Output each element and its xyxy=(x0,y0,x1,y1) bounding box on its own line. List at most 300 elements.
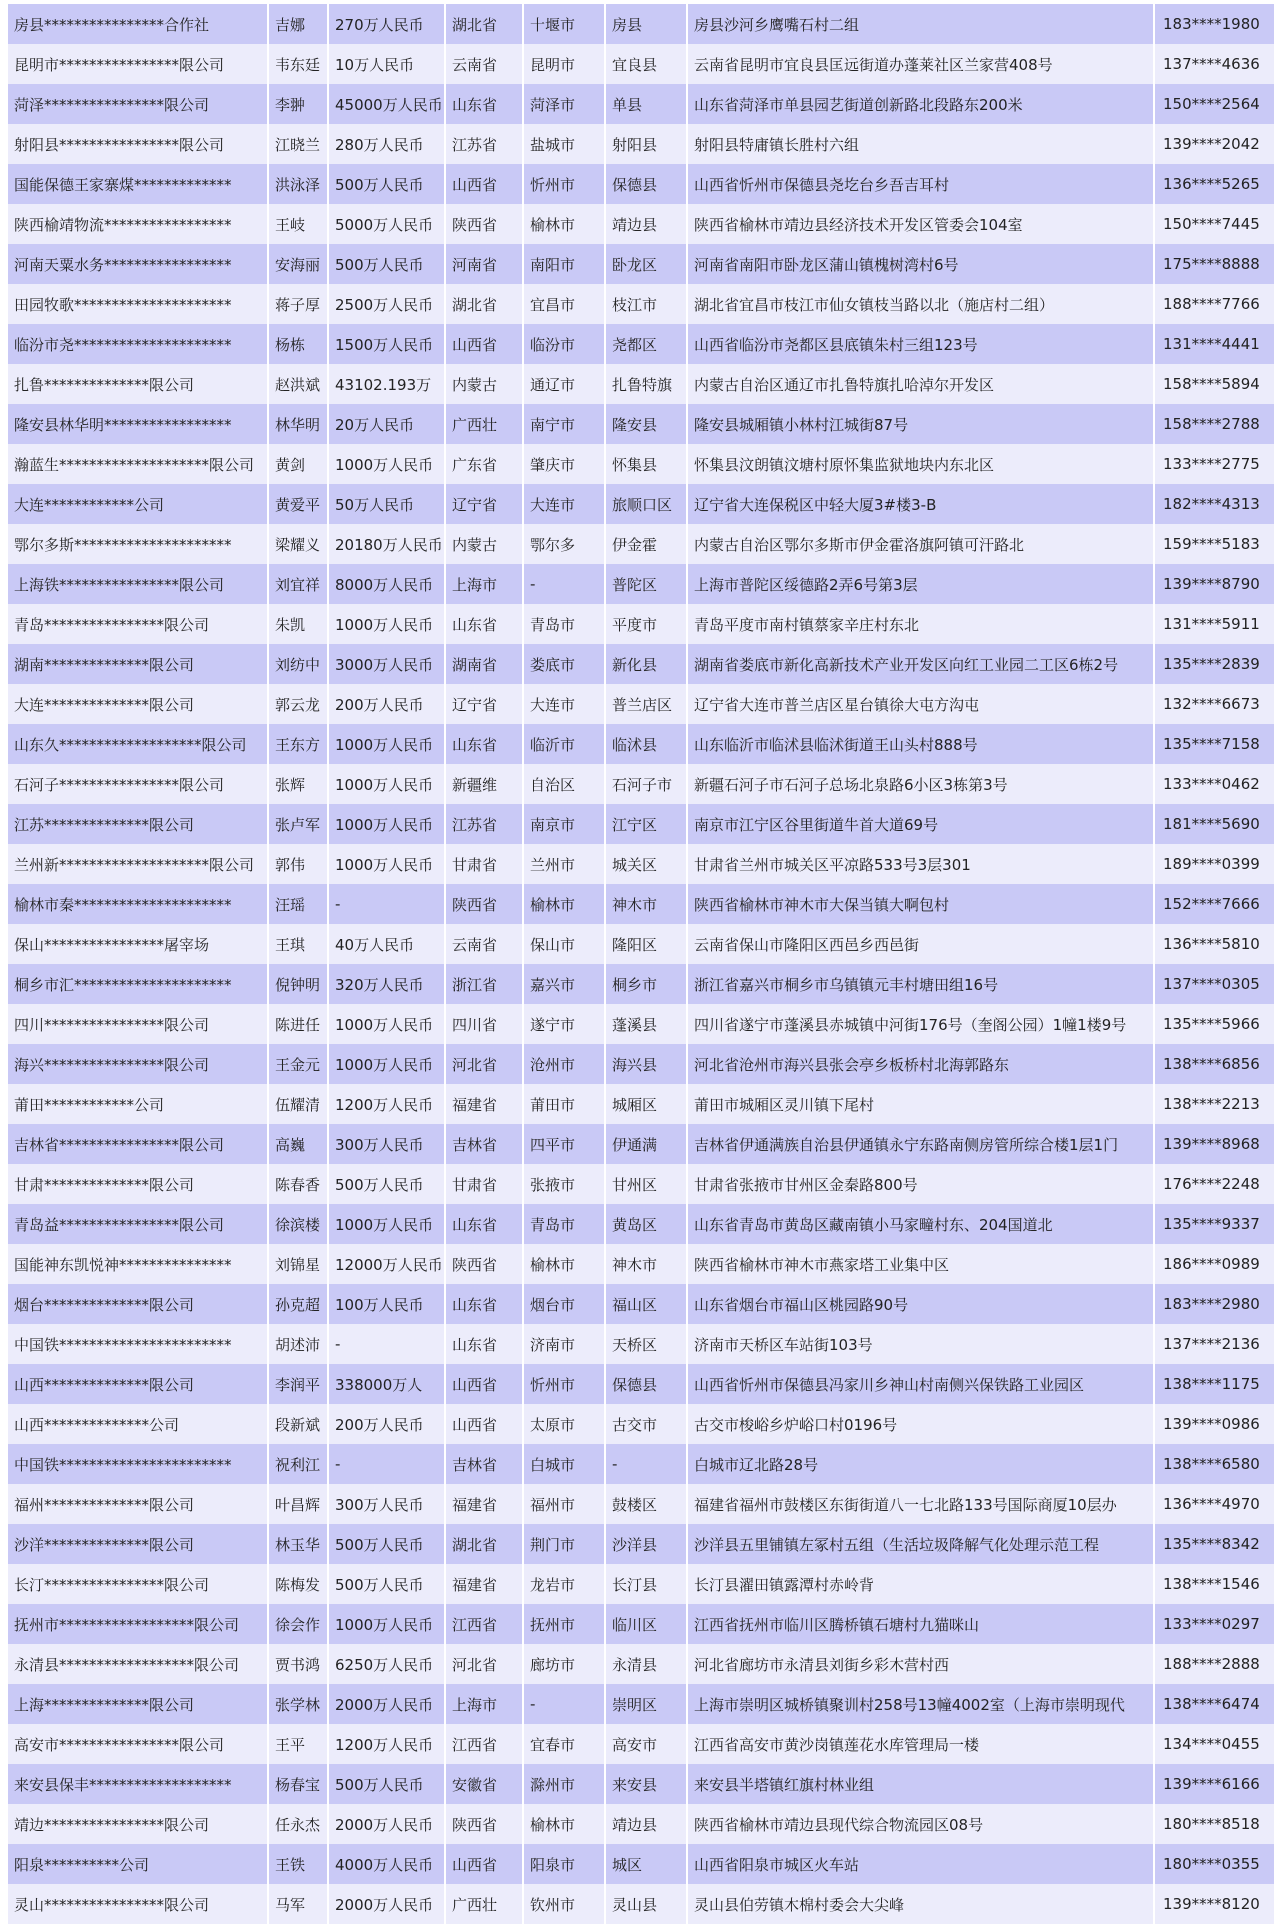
table-row xyxy=(8,1324,1274,1364)
legal-rep-cell: 李润平 xyxy=(269,1364,327,1404)
province-cell: 广西壮 xyxy=(446,1884,522,1924)
district-cell: 神木市 xyxy=(606,884,686,924)
company-name-cell: 靖边****************限公司 xyxy=(8,1804,267,1844)
registered-capital-cell: 1000万人民币 xyxy=(329,764,444,804)
address-cell: 河南省南阳市卧龙区蒲山镇槐树湾村6号 xyxy=(688,244,1153,284)
table-row xyxy=(8,1484,1274,1524)
table-row xyxy=(8,524,1274,564)
city-cell: 荆门市 xyxy=(524,1524,604,1564)
company-name-cell: 青岛益****************限公司 xyxy=(8,1204,267,1244)
company-name-cell: 烟台**************限公司 xyxy=(8,1284,267,1324)
address-cell: 辽宁省大连市普兰店区星台镇徐大屯方沟屯 xyxy=(688,684,1153,724)
address-cell: 古交市梭峪乡炉峪口村0196号 xyxy=(688,1404,1153,1444)
company-name-cell: 房县****************合作社 xyxy=(8,4,267,44)
address-cell: 湖北省宜昌市枝江市仙女镇枝当路以北（施店村二组） xyxy=(688,284,1153,324)
company-name-cell: 山东久*******************限公司 xyxy=(8,724,267,764)
province-cell: 湖北省 xyxy=(446,1524,522,1564)
phone-cell: 150****7445 xyxy=(1155,204,1274,244)
district-cell: 临沭县 xyxy=(606,724,686,764)
legal-rep-cell: 段新斌 xyxy=(269,1404,327,1444)
district-cell: 沙洋县 xyxy=(606,1524,686,1564)
address-cell: 山东省烟台市福山区桃园路90号 xyxy=(688,1284,1153,1324)
table-row xyxy=(8,1004,1274,1044)
company-name-cell: 永清县******************限公司 xyxy=(8,1644,267,1684)
district-cell: 平度市 xyxy=(606,604,686,644)
registered-capital-cell: 2500万人民币 xyxy=(329,284,444,324)
company-name-cell: 陕西榆靖物流***************** xyxy=(8,204,267,244)
registered-capital-cell: 43102.193万 xyxy=(329,364,444,404)
registered-capital-cell: 4000万人民币 xyxy=(329,1844,444,1884)
address-cell: 浙江省嘉兴市桐乡市乌镇镇元丰村塘田组16号 xyxy=(688,964,1153,1004)
address-cell: 云南省昆明市宜良县匡远街道办蓬莱社区兰家营408号 xyxy=(688,44,1153,84)
phone-cell: 135****8342 xyxy=(1155,1524,1274,1564)
district-cell: 高安市 xyxy=(606,1724,686,1764)
legal-rep-cell: 马军 xyxy=(269,1884,327,1924)
registered-capital-cell: 500万人民币 xyxy=(329,1524,444,1564)
phone-cell: 138****6580 xyxy=(1155,1444,1274,1484)
table-row xyxy=(8,964,1274,1004)
company-name-cell: 中国铁*********************** xyxy=(8,1444,267,1484)
district-cell: 伊通满 xyxy=(606,1124,686,1164)
district-cell: 海兴县 xyxy=(606,1044,686,1084)
district-cell: - xyxy=(606,1444,686,1484)
registered-capital-cell: 280万人民币 xyxy=(329,124,444,164)
table-row xyxy=(8,764,1274,804)
phone-cell: 139****8790 xyxy=(1155,564,1274,604)
address-cell: 内蒙古自治区通辽市扎鲁特旗扎哈淖尔开发区 xyxy=(688,364,1153,404)
phone-cell: 137****2136 xyxy=(1155,1324,1274,1364)
registered-capital-cell: 338000万人 xyxy=(329,1364,444,1404)
phone-cell: 139****6166 xyxy=(1155,1764,1274,1804)
registered-capital-cell: 45000万人民币 xyxy=(329,84,444,124)
province-cell: 山西省 xyxy=(446,164,522,204)
registered-capital-cell: 6250万人民币 xyxy=(329,1644,444,1684)
registered-capital-cell: 500万人民币 xyxy=(329,1564,444,1604)
address-cell: 甘肃省张掖市甘州区金秦路800号 xyxy=(688,1164,1153,1204)
company-name-cell: 湖南**************限公司 xyxy=(8,644,267,684)
legal-rep-cell: 胡述沛 xyxy=(269,1324,327,1364)
city-cell: 阳泉市 xyxy=(524,1844,604,1884)
address-cell: 江西省高安市黄沙岗镇莲花水库管理局一楼 xyxy=(688,1724,1153,1764)
address-cell: 陕西省榆林市靖边县现代综合物流园区08号 xyxy=(688,1804,1153,1844)
table-row xyxy=(8,1604,1274,1644)
company-name-cell: 榆林市秦********************* xyxy=(8,884,267,924)
province-cell: 江苏省 xyxy=(446,124,522,164)
city-cell: 大连市 xyxy=(524,484,604,524)
legal-rep-cell: 孙克超 xyxy=(269,1284,327,1324)
address-cell: 陕西省榆林市神木市燕家塔工业集中区 xyxy=(688,1244,1153,1284)
table-row xyxy=(8,1804,1274,1844)
province-cell: 山东省 xyxy=(446,1204,522,1244)
city-cell: 通辽市 xyxy=(524,364,604,404)
district-cell: 隆安县 xyxy=(606,404,686,444)
table-row xyxy=(8,884,1274,924)
registered-capital-cell: 1200万人民币 xyxy=(329,1724,444,1764)
province-cell: 上海市 xyxy=(446,1684,522,1724)
legal-rep-cell: 林玉华 xyxy=(269,1524,327,1564)
legal-rep-cell: 安海丽 xyxy=(269,244,327,284)
company-name-cell: 石河子****************限公司 xyxy=(8,764,267,804)
table-row xyxy=(8,684,1274,724)
company-name-cell: 河南天粟水务***************** xyxy=(8,244,267,284)
table-row xyxy=(8,1084,1274,1124)
company-name-cell: 田园牧歌********************* xyxy=(8,284,267,324)
company-name-cell: 高安市****************限公司 xyxy=(8,1724,267,1764)
city-cell: 张掖市 xyxy=(524,1164,604,1204)
district-cell: 旅顺口区 xyxy=(606,484,686,524)
legal-rep-cell: 伍耀清 xyxy=(269,1084,327,1124)
phone-cell: 139****2042 xyxy=(1155,124,1274,164)
city-cell: 菏泽市 xyxy=(524,84,604,124)
company-name-cell: 瀚蓝生********************限公司 xyxy=(8,444,267,484)
legal-rep-cell: 张学林 xyxy=(269,1684,327,1724)
city-cell: 莆田市 xyxy=(524,1084,604,1124)
address-cell: 灵山县伯劳镇木棉村委会大尖峰 xyxy=(688,1884,1153,1924)
district-cell: 临川区 xyxy=(606,1604,686,1644)
registered-capital-cell: 1000万人民币 xyxy=(329,804,444,844)
table-row xyxy=(8,1124,1274,1164)
company-name-cell: 长汀****************限公司 xyxy=(8,1564,267,1604)
legal-rep-cell: 梁耀义 xyxy=(269,524,327,564)
address-cell: 江西省抚州市临川区腾桥镇石塘村九猫咪山 xyxy=(688,1604,1153,1644)
table-row xyxy=(8,404,1274,444)
district-cell: 普陀区 xyxy=(606,564,686,604)
phone-cell: 188****7766 xyxy=(1155,284,1274,324)
legal-rep-cell: 吉娜 xyxy=(269,4,327,44)
legal-rep-cell: 刘锦星 xyxy=(269,1244,327,1284)
province-cell: 山东省 xyxy=(446,604,522,644)
city-cell: 太原市 xyxy=(524,1404,604,1444)
table-row xyxy=(8,1164,1274,1204)
city-cell: - xyxy=(524,564,604,604)
legal-rep-cell: 陈梅发 xyxy=(269,1564,327,1604)
address-cell: 山西省忻州市保德县尧圪台乡吾吉耳村 xyxy=(688,164,1153,204)
table-row xyxy=(8,564,1274,604)
table-row xyxy=(8,1844,1274,1884)
table-row xyxy=(8,1884,1274,1924)
legal-rep-cell: 张卢军 xyxy=(269,804,327,844)
table-row xyxy=(8,244,1274,284)
table-row xyxy=(8,644,1274,684)
legal-rep-cell: 祝利江 xyxy=(269,1444,327,1484)
table-row xyxy=(8,484,1274,524)
registered-capital-cell: 50万人民币 xyxy=(329,484,444,524)
registered-capital-cell: - xyxy=(329,884,444,924)
district-cell: 怀集县 xyxy=(606,444,686,484)
address-cell: 山西省阳泉市城区火车站 xyxy=(688,1844,1153,1884)
table-body xyxy=(8,4,1274,1924)
registered-capital-cell: 1000万人民币 xyxy=(329,844,444,884)
district-cell: 单县 xyxy=(606,84,686,124)
phone-cell: 139****8968 xyxy=(1155,1124,1274,1164)
registered-capital-cell: 500万人民币 xyxy=(329,1164,444,1204)
province-cell: 福建省 xyxy=(446,1484,522,1524)
province-cell: 山东省 xyxy=(446,1284,522,1324)
table-row xyxy=(8,1244,1274,1284)
registered-capital-cell: 10万人民币 xyxy=(329,44,444,84)
phone-cell: 133****0462 xyxy=(1155,764,1274,804)
address-cell: 房县沙河乡鹰嘴石村二组 xyxy=(688,4,1153,44)
registered-capital-cell: 200万人民币 xyxy=(329,1404,444,1444)
table-row xyxy=(8,364,1274,404)
district-cell: 保德县 xyxy=(606,1364,686,1404)
province-cell: 河南省 xyxy=(446,244,522,284)
district-cell: 新化县 xyxy=(606,644,686,684)
address-cell: 云南省保山市隆阳区西邑乡西邑街 xyxy=(688,924,1153,964)
phone-cell: 139****0986 xyxy=(1155,1404,1274,1444)
city-cell: 宜春市 xyxy=(524,1724,604,1764)
province-cell: 江西省 xyxy=(446,1724,522,1764)
address-cell: 上海市普陀区绥德路2弄6号第3层 xyxy=(688,564,1153,604)
company-name-cell: 福州**************限公司 xyxy=(8,1484,267,1524)
city-cell: 大连市 xyxy=(524,684,604,724)
address-cell: 内蒙古自治区鄂尔多斯市伊金霍洛旗阿镇可汗路北 xyxy=(688,524,1153,564)
city-cell: 兰州市 xyxy=(524,844,604,884)
legal-rep-cell: 朱凯 xyxy=(269,604,327,644)
address-cell: 来安县半塔镇红旗村林业组 xyxy=(688,1764,1153,1804)
table-row xyxy=(8,1364,1274,1404)
table-row xyxy=(8,1764,1274,1804)
legal-rep-cell: 林华明 xyxy=(269,404,327,444)
district-cell: 城区 xyxy=(606,1844,686,1884)
company-name-cell: 抚州市******************限公司 xyxy=(8,1604,267,1644)
city-cell: 自治区 xyxy=(524,764,604,804)
province-cell: 山东省 xyxy=(446,1324,522,1364)
phone-cell: 135****2839 xyxy=(1155,644,1274,684)
company-name-cell: 临汾市尧********************* xyxy=(8,324,267,364)
company-name-cell: 四川****************限公司 xyxy=(8,1004,267,1044)
registered-capital-cell: 2000万人民币 xyxy=(329,1884,444,1924)
address-cell: 湖南省娄底市新化高新技术产业开发区向红工业园二工区6栋2号 xyxy=(688,644,1153,684)
legal-rep-cell: 任永杰 xyxy=(269,1804,327,1844)
address-cell: 山东省菏泽市单县园艺街道创新路北段路东200米 xyxy=(688,84,1153,124)
district-cell: 来安县 xyxy=(606,1764,686,1804)
registered-capital-cell: 20180万人民币 xyxy=(329,524,444,564)
table-row xyxy=(8,1524,1274,1564)
city-cell: 鄂尔多 xyxy=(524,524,604,564)
legal-rep-cell: 蒋子厚 xyxy=(269,284,327,324)
legal-rep-cell: 赵洪斌 xyxy=(269,364,327,404)
province-cell: 河北省 xyxy=(446,1044,522,1084)
district-cell: 神木市 xyxy=(606,1244,686,1284)
city-cell: 抚州市 xyxy=(524,1604,604,1644)
district-cell: 鼓楼区 xyxy=(606,1484,686,1524)
district-cell: 射阳县 xyxy=(606,124,686,164)
legal-rep-cell: 王平 xyxy=(269,1724,327,1764)
table-row xyxy=(8,1404,1274,1444)
city-cell: - xyxy=(524,1684,604,1724)
province-cell: 内蒙古 xyxy=(446,364,522,404)
company-name-cell: 大连************公司 xyxy=(8,484,267,524)
legal-rep-cell: 张辉 xyxy=(269,764,327,804)
legal-rep-cell: 汪瑶 xyxy=(269,884,327,924)
address-cell: 山东省青岛市黄岛区藏南镇小马家疃村东、204国道北 xyxy=(688,1204,1153,1244)
legal-rep-cell: 杨栋 xyxy=(269,324,327,364)
company-name-cell: 吉林省****************限公司 xyxy=(8,1124,267,1164)
phone-cell: 138****2213 xyxy=(1155,1084,1274,1124)
company-name-cell: 上海**************限公司 xyxy=(8,1684,267,1724)
city-cell: 盐城市 xyxy=(524,124,604,164)
city-cell: 嘉兴市 xyxy=(524,964,604,1004)
company-name-cell: 灵山****************限公司 xyxy=(8,1884,267,1924)
company-name-cell: 大连**************限公司 xyxy=(8,684,267,724)
phone-cell: 188****2888 xyxy=(1155,1644,1274,1684)
province-cell: 辽宁省 xyxy=(446,684,522,724)
company-name-cell: 国能神东凯悦神*************** xyxy=(8,1244,267,1284)
phone-cell: 180****0355 xyxy=(1155,1844,1274,1884)
table-row xyxy=(8,1724,1274,1764)
province-cell: 山东省 xyxy=(446,84,522,124)
registered-capital-cell: 2000万人民币 xyxy=(329,1684,444,1724)
province-cell: 陕西省 xyxy=(446,884,522,924)
registered-capital-cell: 1000万人民币 xyxy=(329,1044,444,1084)
district-cell: 普兰店区 xyxy=(606,684,686,724)
registered-capital-cell: 300万人民币 xyxy=(329,1124,444,1164)
registered-capital-cell: 8000万人民币 xyxy=(329,564,444,604)
registered-capital-cell: - xyxy=(329,1324,444,1364)
registered-capital-cell: - xyxy=(329,1444,444,1484)
company-name-cell: 扎鲁**************限公司 xyxy=(8,364,267,404)
address-cell: 辽宁省大连保税区中轻大厦3#楼3-B xyxy=(688,484,1153,524)
registered-capital-cell: 40万人民币 xyxy=(329,924,444,964)
phone-cell: 131****4441 xyxy=(1155,324,1274,364)
legal-rep-cell: 叶昌辉 xyxy=(269,1484,327,1524)
phone-cell: 136****5810 xyxy=(1155,924,1274,964)
phone-cell: 133****0297 xyxy=(1155,1604,1274,1644)
company-name-cell: 上海铁****************限公司 xyxy=(8,564,267,604)
district-cell: 福山区 xyxy=(606,1284,686,1324)
table-row xyxy=(8,1204,1274,1244)
city-cell: 娄底市 xyxy=(524,644,604,684)
company-name-cell: 青岛****************限公司 xyxy=(8,604,267,644)
phone-cell: 138****6856 xyxy=(1155,1044,1274,1084)
phone-cell: 138****1175 xyxy=(1155,1364,1274,1404)
city-cell: 南京市 xyxy=(524,804,604,844)
legal-rep-cell: 王琪 xyxy=(269,924,327,964)
district-cell: 枝江市 xyxy=(606,284,686,324)
legal-rep-cell: 贾书鸿 xyxy=(269,1644,327,1684)
province-cell: 江苏省 xyxy=(446,804,522,844)
province-cell: 福建省 xyxy=(446,1084,522,1124)
province-cell: 上海市 xyxy=(446,564,522,604)
table-row xyxy=(8,924,1274,964)
registered-capital-cell: 1000万人民币 xyxy=(329,1204,444,1244)
address-cell: 怀集县汶朗镇汶塘村原怀集监狱地块内东北区 xyxy=(688,444,1153,484)
district-cell: 长汀县 xyxy=(606,1564,686,1604)
province-cell: 内蒙古 xyxy=(446,524,522,564)
district-cell: 保德县 xyxy=(606,164,686,204)
district-cell: 宜良县 xyxy=(606,44,686,84)
company-name-cell: 昆明市****************限公司 xyxy=(8,44,267,84)
province-cell: 浙江省 xyxy=(446,964,522,1004)
phone-cell: 134****0455 xyxy=(1155,1724,1274,1764)
address-cell: 山西省忻州市保德县冯家川乡神山村南侧兴保铁路工业园区 xyxy=(688,1364,1153,1404)
phone-cell: 150****2564 xyxy=(1155,84,1274,124)
address-cell: 吉林省伊通满族自治县伊通镇永宁东路南侧房管所综合楼1层1门 xyxy=(688,1124,1153,1164)
district-cell: 甘州区 xyxy=(606,1164,686,1204)
company-name-cell: 兰州新********************限公司 xyxy=(8,844,267,884)
city-cell: 南阳市 xyxy=(524,244,604,284)
registered-capital-cell: 1000万人民币 xyxy=(329,1604,444,1644)
registered-capital-cell: 20万人民币 xyxy=(329,404,444,444)
company-name-cell: 中国铁*********************** xyxy=(8,1324,267,1364)
city-cell: 忻州市 xyxy=(524,164,604,204)
city-cell: 沧州市 xyxy=(524,1044,604,1084)
province-cell: 陕西省 xyxy=(446,1804,522,1844)
legal-rep-cell: 徐滨楼 xyxy=(269,1204,327,1244)
address-cell: 河北省沧州市海兴县张会亭乡板桥村北海郭路东 xyxy=(688,1044,1153,1084)
city-cell: 青岛市 xyxy=(524,1204,604,1244)
phone-cell: 136****5265 xyxy=(1155,164,1274,204)
legal-rep-cell: 陈进任 xyxy=(269,1004,327,1044)
company-name-cell: 山西**************限公司 xyxy=(8,1364,267,1404)
city-cell: 四平市 xyxy=(524,1124,604,1164)
legal-rep-cell: 郭伟 xyxy=(269,844,327,884)
table-row xyxy=(8,724,1274,764)
address-cell: 青岛平度市南村镇蔡家辛庄村东北 xyxy=(688,604,1153,644)
phone-cell: 158****2788 xyxy=(1155,404,1274,444)
phone-cell: 131****5911 xyxy=(1155,604,1274,644)
city-cell: 临沂市 xyxy=(524,724,604,764)
district-cell: 城厢区 xyxy=(606,1084,686,1124)
province-cell: 山西省 xyxy=(446,324,522,364)
phone-cell: 138****6474 xyxy=(1155,1684,1274,1724)
phone-cell: 135****5966 xyxy=(1155,1004,1274,1044)
phone-cell: 137****0305 xyxy=(1155,964,1274,1004)
district-cell: 蓬溪县 xyxy=(606,1004,686,1044)
registered-capital-cell: 1000万人民币 xyxy=(329,724,444,764)
table-row xyxy=(8,4,1274,44)
phone-cell: 136****4970 xyxy=(1155,1484,1274,1524)
registered-capital-cell: 3000万人民币 xyxy=(329,644,444,684)
table-row xyxy=(8,164,1274,204)
phone-cell: 186****0989 xyxy=(1155,1244,1274,1284)
table-row xyxy=(8,44,1274,84)
table-row xyxy=(8,284,1274,324)
phone-cell: 158****5894 xyxy=(1155,364,1274,404)
phone-cell: 176****2248 xyxy=(1155,1164,1274,1204)
city-cell: 十堰市 xyxy=(524,4,604,44)
address-cell: 甘肃省兰州市城关区平凉路533号3层301 xyxy=(688,844,1153,884)
province-cell: 山西省 xyxy=(446,1364,522,1404)
legal-rep-cell: 郭云龙 xyxy=(269,684,327,724)
legal-rep-cell: 江晓兰 xyxy=(269,124,327,164)
company-name-cell: 保山****************屠宰场 xyxy=(8,924,267,964)
address-cell: 四川省遂宁市蓬溪县赤城镇中河街176号（奎阁公园）1幢1楼9号 xyxy=(688,1004,1153,1044)
address-cell: 长汀县濯田镇露潭村赤岭背 xyxy=(688,1564,1153,1604)
city-cell: 忻州市 xyxy=(524,1364,604,1404)
phone-cell: 182****4313 xyxy=(1155,484,1274,524)
legal-rep-cell: 杨春宝 xyxy=(269,1764,327,1804)
phone-cell: 132****6673 xyxy=(1155,684,1274,724)
company-table xyxy=(6,4,1276,1924)
phone-cell: 139****8120 xyxy=(1155,1884,1274,1924)
city-cell: 钦州市 xyxy=(524,1884,604,1924)
city-cell: 遂宁市 xyxy=(524,1004,604,1044)
district-cell: 桐乡市 xyxy=(606,964,686,1004)
company-name-cell: 菏泽****************限公司 xyxy=(8,84,267,124)
phone-cell: 175****8888 xyxy=(1155,244,1274,284)
province-cell: 四川省 xyxy=(446,1004,522,1044)
company-name-cell: 射阳县****************限公司 xyxy=(8,124,267,164)
legal-rep-cell: 韦东廷 xyxy=(269,44,327,84)
province-cell: 辽宁省 xyxy=(446,484,522,524)
province-cell: 云南省 xyxy=(446,924,522,964)
registered-capital-cell: 100万人民币 xyxy=(329,1284,444,1324)
city-cell: 昆明市 xyxy=(524,44,604,84)
registered-capital-cell: 1500万人民币 xyxy=(329,324,444,364)
address-cell: 新疆石河子市石河子总场北泉路6小区3栋第3号 xyxy=(688,764,1153,804)
